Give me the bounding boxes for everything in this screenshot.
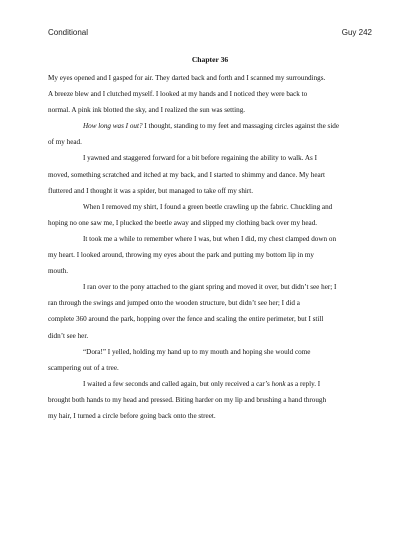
text-line: moved, something scratched and itched at my back, and I started to shimmy and dance. My heart [48, 170, 326, 179]
text-line: complete 360 around the park, hopping over the fence and scaling the entire perimeter, but I still [48, 315, 324, 324]
chapter-title: Chapter 36 [191, 55, 229, 64]
italic-thought: How long was I out? [83, 122, 143, 131]
text-line: my heart. I looked around, throwing my eyes about the park and putting my bottom lip in my [48, 251, 314, 260]
text-line: of my head. [48, 138, 82, 147]
text-line [48, 118, 372, 134]
paragraph [48, 70, 372, 118]
paragraph [48, 344, 372, 376]
text-line: mouth. [48, 267, 69, 276]
running-title: Conditional [48, 28, 89, 37]
paragraph [48, 231, 372, 279]
text-line: A breeze blew and I clutched myself. I looked at my hands and I noticed they were back to [48, 90, 308, 99]
page-number: Guy 242 [341, 28, 372, 37]
text-run: I thought, standing to my feet and massaging circles against the side [142, 122, 340, 131]
paragraph [48, 118, 372, 150]
page-header [48, 28, 372, 40]
text-line: scampering out of a tree. [48, 363, 119, 372]
text-line: fluttered and I thought it was a spider, but managed to take off my shirt. [48, 186, 254, 195]
paragraph [48, 376, 372, 424]
text-line: hoping no one saw me, I plucked the beetle away and slipped my clothing back over my head. [48, 218, 318, 227]
text-run: I waited a few seconds and called again, but only received a car’s [83, 379, 272, 388]
text-line: normal. A pink ink blotted the sky, and I realized the sun was setting. [48, 106, 246, 115]
text-line: my hair, I turned a circle before going back onto the street. [48, 411, 216, 420]
text-line: My eyes opened and I gasped for air. They darted back and forth and I scanned my surroundings. [48, 74, 326, 82]
text-line: brought both hands to my head and pressed. Biting harder on my lip and brushing a hand through [48, 395, 327, 404]
text-line: didn’t see her. [48, 331, 89, 340]
chapter-body [48, 70, 372, 424]
paragraph [48, 279, 372, 343]
text-run: as a reply. I [285, 379, 321, 388]
text-line: I yawned and staggered forward for a bit before regaining the ability to walk. As I [83, 154, 317, 163]
paragraph [48, 199, 372, 231]
text-line: ran through the swings and jumped onto the wooden structure, but didn’t see her; I did a [48, 299, 300, 308]
text-line: “Dora!” I yelled, holding my hand up to my mouth and hoping she would come [83, 347, 311, 356]
italic-word: honk [271, 379, 286, 388]
text-line: When I removed my shirt, I found a green beetle crawling up the fabric. Chuckling and [83, 202, 333, 211]
paragraph [48, 150, 372, 198]
text-line: I ran over to the pony attached to the giant spring and moved it over, but didn’t see her; I [83, 283, 337, 292]
text-line [48, 376, 372, 392]
text-line: It took me a while to remember where I was, but when I did, my chest clamped down on [83, 234, 337, 243]
